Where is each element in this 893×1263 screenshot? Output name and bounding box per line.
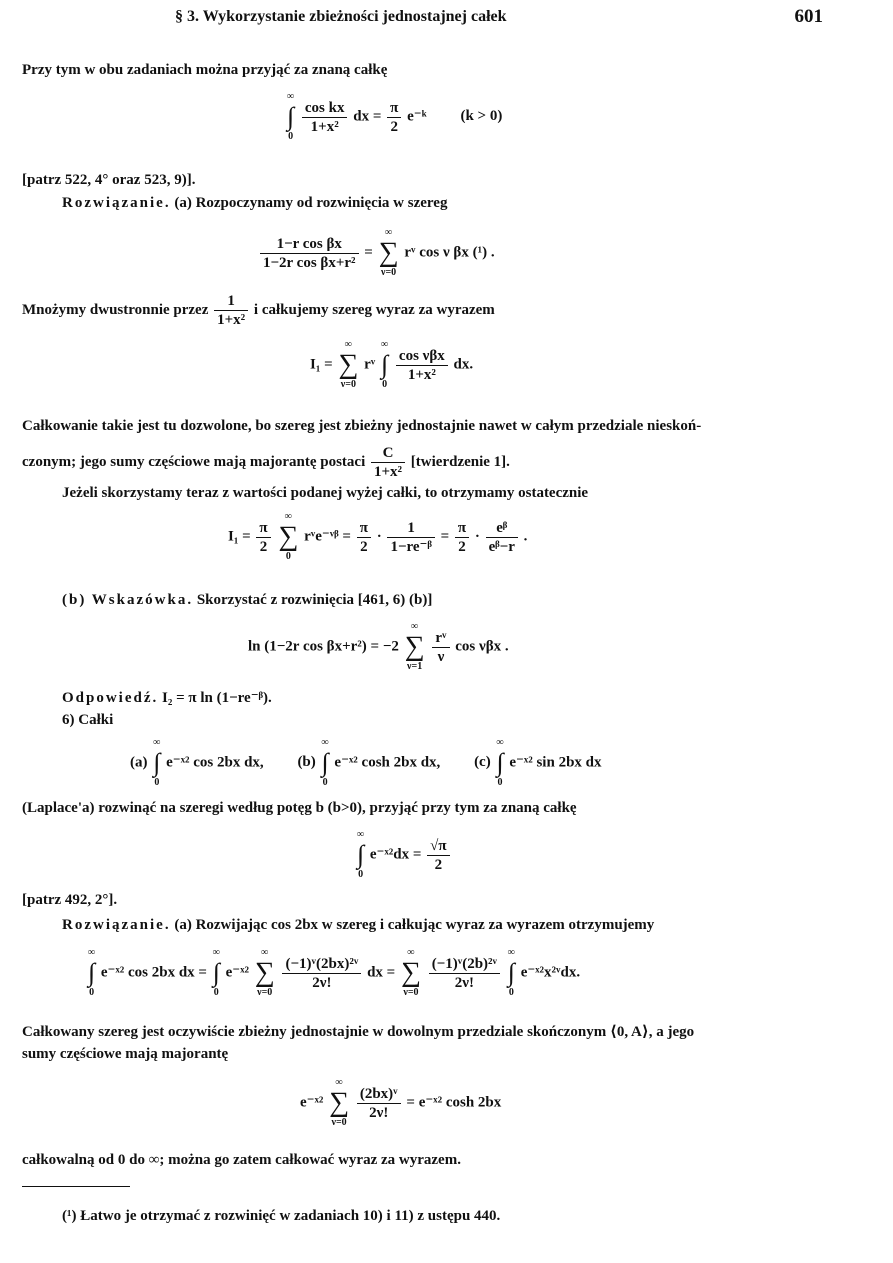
equation-8: ∞ ∫ 0 e⁻ˣ² cos 2bx dx = ∞ ∫ 0 e⁻ˣ² ∞ ∑ ν=0 $\frac{\text{(−1)ᵛ(2bx)²ᵛ}}{2\nu!}$ dx = ∞ ∑ ν=0 $\frac{\text{(−1)ᵛ(2b)²ᵛ}}{2\nu!}$ ∞ ∫ 0 e⁻ˣ²x²ᵛdx. <box>88 947 581 998</box>
text-line: (b) Wskazówka. Skorzystać z rozwinięcia [461, 6) (b)] <box>62 592 433 608</box>
text-line: [patrz 522, 4° oraz 523, 9)]. <box>22 172 196 188</box>
footnote: (¹) Łatwo je otrzymać z rozwinięć w zadaniach 10) i 11) z ustępu 440. <box>62 1208 501 1224</box>
fraction: $\frac{\pi}{2}$ <box>357 519 371 556</box>
integral-sign: ∞ ∫ 0 <box>287 91 295 142</box>
integral-sign: ∞ ∫ 0 <box>357 829 365 880</box>
integral-sign: ∞ ∫ 0 <box>321 737 329 788</box>
integral-sign: ∞ ∫ 0 <box>496 737 504 788</box>
fraction: $\frac{\text{1−r cos βx}}{\text{1−2r cos βx+r²}}$ <box>260 235 359 272</box>
sum-sign: ∞ ∑ 0 <box>278 511 299 562</box>
text-line: 6) Całki <box>62 712 114 728</box>
equation-7: ∞ ∫ 0 e⁻ˣ²dx = $\frac{√\pi}{2}$ <box>355 830 452 880</box>
fraction: $\frac{\pi}{2}$ <box>455 519 469 556</box>
text-line: (Laplace'a) rozwinąć na szeregi według potęg b (b>0), przyjąć przy tym za znaną całkę <box>22 800 577 816</box>
text-line: Całkowany szereg jest oczywiście zbieżny jednostajnie w dowolnym przedziale skończonym ⟨0, A⟩, a jego <box>22 1024 695 1040</box>
fraction: $\frac{\text{(−1)ᵛ(2bx)²ᵛ}}{2\nu!}$ <box>282 955 361 992</box>
text-line: Całkowanie takie jest tu dozwolone, bo szereg jest zbieżny jednostajnie nawet w całym przedziale nieskoń- <box>22 418 702 434</box>
equation-4: I₁ = $\frac{\pi}{2}$ ∞ ∑ 0 rᵛe⁻ᵛᵝ = $\frac{\pi}{2}$ · $\frac{1}{\text{1−re⁻ᵝ}}$ = $\frac{\pi}{2}$ · $\frac{\text{eᵝ}}{\text{eᵝ−r}}$ . <box>228 511 528 562</box>
equation-3: I₁ = ∞ ∑ ν=0 rᵛ ∞ ∫ 0 $\frac{\text{cos νβx}}{\text{1+x²}}$ dx. <box>310 339 474 390</box>
equation-1: ∞ ∫ 0 $\frac{\text{cos kx}}{\text{1+x²}}$ dx = $\frac{\pi}{2}$ e⁻ᵏ (k > 0) <box>287 91 503 142</box>
fraction: $\frac{C}{\text{1+x²}}$ <box>371 444 405 481</box>
text-line: czonym; jego sumy częściowe mają majorantę postaci $\frac{C}{\text{1+x²}}$ [twierdzenie 1]. <box>22 445 510 480</box>
fraction: $\frac{√\pi}{2}$ <box>427 837 449 874</box>
text-line: Rozwiązanie. (a) Rozpoczynamy od rozwinięcia w szereg <box>62 195 448 211</box>
fraction: $\frac{1}{\text{1−re⁻ᵝ}}$ <box>387 519 434 556</box>
fraction: $\frac{\text{(−1)ᵛ(2b)²ᵛ}}{2\nu!}$ <box>429 955 500 992</box>
page-number: 601 <box>794 6 823 27</box>
fraction: $\frac{\pi}{2}$ <box>256 519 270 556</box>
text-line: całkowalną od 0 do ∞; można go zatem całkować wyraz za wyrazem. <box>22 1152 461 1168</box>
sum-sign: ∞ ∑ ν=0 <box>254 947 275 998</box>
text-line: Przy tym w obu zadaniach można przyjąć za znaną całkę <box>22 62 388 78</box>
text-line: Jeżeli skorzystamy teraz z wartości podanej wyżej całki, to otrzymamy ostatecznie <box>62 485 589 501</box>
running-header <box>0 8 893 30</box>
integral-sign: ∞ ∫ 0 <box>381 339 389 390</box>
header-title: § 3. Wykorzystanie zbieżności jednostajnej całek <box>175 8 507 25</box>
text-line: Mnożymy dwustronnie przez $\frac{1}{\text{1+x²}}$ i całkujemy szereg wyraz za wyrazem <box>22 293 495 328</box>
sum-sign: ∞ ∑ ν=1 <box>404 621 425 672</box>
text-line: [patrz 492, 2°]. <box>22 892 118 908</box>
fraction: $\frac{\text{cos νβx}}{\text{1+x²}}$ <box>396 347 448 384</box>
integral-sign: ∞ ∫ 0 <box>507 947 515 998</box>
integral-sign: ∞ ∫ 0 <box>153 737 161 788</box>
sum-sign: ∞ ∑ ν=0 <box>378 227 399 278</box>
equation-9: e⁻ˣ² ∞ ∑ ν=0 $\frac{\text{(2bx)ᵛ}}{2\nu!}$ = e⁻ˣ² cosh 2bx <box>300 1077 502 1128</box>
footnote-rule <box>22 1186 130 1187</box>
equation-6: (a) ∞ ∫ 0 e⁻ˣ² cos 2bx dx, (b) ∞ ∫ 0 e⁻ˣ² cosh 2bx dx, (c) ∞ ∫ 0 e⁻ˣ² sin 2bx dx <box>130 737 602 788</box>
fraction: $\frac{\text{(2bx)ᵛ}}{2\nu!}$ <box>357 1085 401 1122</box>
fraction: $\frac{\text{rᵛ}}{\nu}$ <box>432 629 449 666</box>
sum-sign: ∞ ∑ ν=0 <box>329 1077 350 1128</box>
fraction: $\frac{\pi}{2}$ <box>387 99 401 136</box>
fraction: $\frac{\text{eᵝ}}{\text{eᵝ−r}}$ <box>486 519 518 556</box>
fraction: $\frac{1}{\text{1+x²}}$ <box>214 292 248 329</box>
integral-sign: ∞ ∫ 0 <box>212 947 220 998</box>
text-line: Rozwiązanie. (a) Rozwijając cos 2bx w szereg i całkując wyraz za wyrazem otrzymujemy <box>62 917 655 933</box>
equation-2: $\frac{\text{1−r cos βx}}{\text{1−2r cos βx+r²}}$ = ∞ ∑ ν=0 rᵛ cos ν βx (¹) . <box>258 228 495 278</box>
equation-5: ln (1−2r cos βx+r²) = −2 ∞ ∑ ν=1 $\frac{\text{rᵛ}}{\nu}$ cos νβx . <box>248 621 509 672</box>
sum-sign: ∞ ∑ ν=0 <box>338 339 359 390</box>
sum-sign: ∞ ∑ ν=0 <box>400 947 421 998</box>
integral-sign: ∞ ∫ 0 <box>88 947 96 998</box>
text-line: Odpowiedź. I₂ = π ln (1−re⁻ᵝ). <box>62 690 272 706</box>
text-line: sumy częściowe mają majorantę <box>22 1046 229 1062</box>
fraction: $\frac{\text{cos kx}}{\text{1+x²}}$ <box>302 99 348 136</box>
